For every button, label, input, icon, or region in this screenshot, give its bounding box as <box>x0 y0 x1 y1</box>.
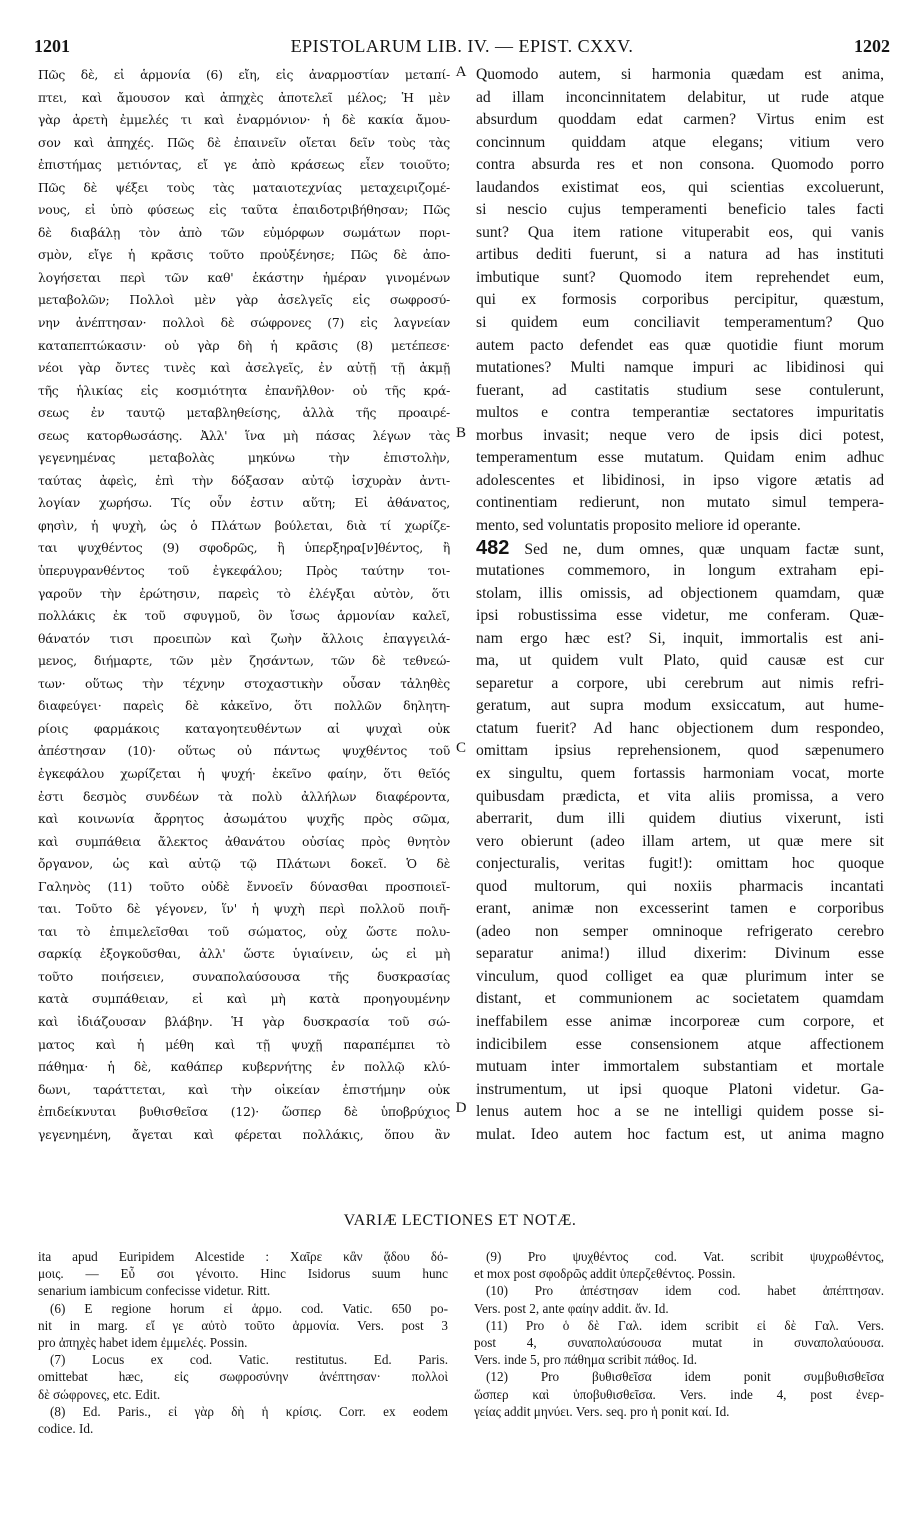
latin-text-line: quod multorum, qui noxiis pharmacis incantati <box>476 877 884 895</box>
margin-marker-d: D <box>455 1100 467 1116</box>
notes-heading: VARIÆ LECTIONES ET NOTÆ. <box>343 1212 577 1229</box>
greek-text-line: γεγενημένας μεταβολὰς μηκύνω τὴν ἐπιστολὴν, <box>38 450 450 466</box>
note-line: pro ἀπηχὲς habet idem ἐμμελές. Possin. <box>38 1334 248 1350</box>
note-line: et mox post σφοδρῶς addit ὑπερζεθέντος. Possin. <box>474 1266 736 1282</box>
note-line: post 4, συναπολαύσουσα mutat in συναπολαύουσα. <box>474 1334 884 1350</box>
greek-text-line: λογίαν χωρήσω. Τίς οὖν ἐστιν αὕτη; Εἰ ἀθάνατος, <box>38 495 450 511</box>
latin-text-line: distant, et communionem ac societatem quamdam <box>476 990 884 1008</box>
greek-text-line: νέοι γὰρ ὄντες τινὲς καὶ ἀσελγεῖς, ἐν αὐτῇ τῇ ἀκμῇ <box>38 360 450 376</box>
latin-text-line: absurdum quoddam edat carmen? Virtus enim est <box>476 111 884 129</box>
greek-text-line: ὑπερυγρανθέντος τοῦ ἐγκεφάλου; Πρὸς ταύτην τοι- <box>38 563 450 579</box>
greek-text-line: θάνατόν τισι προειπὼν καὶ ζωὴν ἄλλοις ἐπαγγειλά- <box>38 630 450 646</box>
latin-text-line: erant, animæ non excesserint tamen e corporibus <box>476 900 884 918</box>
latin-text-line: ipsi robustissima esse videtur, me conferam. Quæ- <box>476 607 884 625</box>
note-line: Vers. post 2, ante φαίην addit. ἄν. Id. <box>474 1300 669 1316</box>
note-line: ita apud Euripidem Alcestide : Χαῖρε κἂν ᾅδου δό- <box>38 1249 448 1264</box>
greek-text-line: καταπεπτώκασιν· οὐ γὰρ δὴ ἡ κρᾶσις (8) μετέπεσε· <box>38 337 450 353</box>
greek-text-line: τῆς ἡλικίας εἰς κοσμιότητα ἐπανῆλθον· οὐ τῆς κρά- <box>38 382 450 398</box>
latin-text-line: instrumentum, ut ipsi quoque Platoni videtur. Ga- <box>476 1080 884 1098</box>
greek-text-line: σεως κατορθωσάσης. Ἀλλ' ἵνα μὴ πάσας λέγων τὰς <box>38 427 450 443</box>
notes-right-column <box>474 1248 884 1420</box>
latin-text-line: laudandos existimat eos, qui scientias excoluerunt, <box>476 178 884 196</box>
latin-text-line: multos e contra temperantiæ sectatores impuritatis <box>476 404 884 422</box>
latin-text-line: autem pacto defendet eas quæ quotidie fiunt morum <box>476 336 884 354</box>
latin-text-line: mutuam inter immortalem substantiam et mortale <box>476 1058 884 1076</box>
greek-text-line: Γαληνὸς (11) τοῦτο οὐδὲ ἔννοεῖν δύνασθαι προσποιεῖ- <box>38 878 450 894</box>
latin-text-line: separetur a corpore, ubi cerebrum aut nimis refri- <box>476 674 884 692</box>
page-number-right: 1202 <box>854 36 890 56</box>
notes-left-column <box>38 1248 448 1437</box>
latin-text-line: geratum, aut supra modum exsiccatum, aut hume- <box>476 697 884 715</box>
latin-text-line: quibusdam prædicta, et vita aliis promissa, a vero <box>476 787 884 805</box>
greek-text-line: μενος, διήμαρτε, τῶν μὲν ζησάντων, τῶν δὲ τεθνεώ- <box>38 653 450 669</box>
latin-text-line: fuerant, ad castitatis studium sese contulerunt, <box>476 381 884 399</box>
greek-text-line: σεως ἐν ταυτῷ μεταβληθείσης, ἀλλὰ τῆς προαιρέ- <box>38 405 450 421</box>
latin-text-line: morbus invasit; neque vero de ipsis dici potest, <box>476 426 884 444</box>
greek-text-line: τοῦτο ποιήσειεν, συναπολαύσουσα τῆς δυσκρασίας <box>38 968 450 984</box>
latin-text-line: imbutique sunt? Quomodo item reprehendet eum, <box>476 268 884 286</box>
latin-text-line: vinculum, quod colliget ea quæ plurimum inter se <box>476 967 884 985</box>
greek-text-line: ται. Τοῦτο δὲ γέγονεν, ἵν' ἡ ψυχὴ περὶ πολλοῦ ποιῆ- <box>38 901 450 917</box>
latin-text-line: sunt? Qua item ratione vituperabit eos, qui vanis <box>476 223 884 241</box>
greek-text-line: ται τὸ ἐπιμελεῖσθαι τοῦ σώματος, οὐχ ὥστε πολυ- <box>38 923 450 939</box>
greek-text-line: ἐστι δεσμὸς συνδέων τὰ πολὺ ἀλλήλων διαφέροντα, <box>38 788 450 804</box>
note-line: (8) Ed. Paris., εἰ γὰρ δὴ ἡ κρίσις. Corr. ex eodem <box>50 1403 448 1419</box>
greek-text-line: κατὰ συμπάθειαν, εἰ καὶ μὴ κατὰ προηγουμένην <box>38 991 450 1007</box>
running-title: EPISTOLARUM LIB. IV. — EPIST. CXXV. <box>290 36 634 56</box>
greek-text-line: γεγενημένη, ἄγεται καὶ φέρεται πολλάκις, ὅπου ἂν <box>38 1126 450 1142</box>
greek-text-column <box>38 64 450 1146</box>
latin-text-line: ma, ut quidem vult Plato, quid causæ est cur <box>476 652 884 670</box>
greek-text-line: των· οὕτως τὴν τέχνην στοχαστικὴν οὖσαν τἀληθὲς <box>38 675 450 691</box>
greek-text-line: πολλάκις ἐκ τοῦ σφυγμοῦ, ὃν ἴσως ἁρμονίαν καλεῖ, <box>38 608 450 624</box>
greek-text-line: γὰρ ἀρετὴ ἐμμελές τι καὶ ἐναρμόνιον· ἡ δὲ κακία ἄμου- <box>38 112 450 128</box>
running-header <box>34 36 890 62</box>
note-line: (10) Pro ἀπέστησαν idem cod. habet ἀπέπτησαν. <box>486 1283 884 1299</box>
latin-text-line: temperamentum esse mutatum. Quidam enim adhuc <box>476 449 884 467</box>
greek-text-line: καὶ κοινωνία ἄρρητος ἀσωμάτου ψυχῆς πρὸς σῶμα, <box>38 811 450 827</box>
greek-text-line: ρίοις φαρμάκοις καταγοητευθέντων αἱ ψυχαὶ οὐκ <box>38 720 450 736</box>
greek-text-line: ἐγκεφάλου χωρίζεται ἡ ψυχή· ἐκεῖνο φαίην, ὅτι θεῖός <box>38 765 450 781</box>
latin-text-line: separatur anima!) illud dixerim: Divinum esse <box>476 945 884 963</box>
greek-text-line: δὲ διαβάλῃ τὸν ἀπὸ τῶν εὐμόρφων σωμάτων πορι- <box>38 224 450 240</box>
greek-text-line: ἀπέστησαν (10)· οὕτως οὐ πάντως ψυχθέντος τοῦ <box>38 743 450 759</box>
note-line: μοις. — Εὖ σοι γένοιτο. Hinc Isidorus suum hunc <box>38 1266 448 1282</box>
margin-marker-a: A <box>455 64 467 80</box>
latin-text-line: ex singultu, quem fortassis harmoniam vocat, morte <box>476 764 884 782</box>
greek-text-line: ἐπιδείκνυται βυθισθεῖσα (12)· ὥσπερ δὲ ὑποβρύχιος <box>38 1104 450 1120</box>
note-line: (12) Pro βυθισθεῖσα idem ponit συμβυθισθεῖσα <box>486 1369 884 1385</box>
latin-text-line: mutationes? Multi namque impuri ac libidinosi qui <box>476 359 884 377</box>
greek-text-line: Πῶς δὲ ψέξει τοὺς τὰς ματαιοτεχνίας μεταχειριζομέ- <box>38 179 450 195</box>
column-number: 482 <box>476 537 510 560</box>
latin-text-line: (adeo non semper omninoque refrigerato cerebro <box>476 922 884 940</box>
latin-text-line: mento, sed voluntatis proposito meliore id operante. <box>476 516 801 534</box>
latin-text-line: mutationes commemoro, in longum extraham epi- <box>476 562 884 580</box>
greek-text-line: διαφεύγει· παρεὶς δὲ κἀκεῖνο, ὅτι πολλῶν δηλητη- <box>38 698 450 714</box>
latin-text-line: contra absurda res et non consona. Quomodo porro <box>476 156 884 174</box>
latin-text-segment: Sed ne, dum omnes, quæ unquam factæ sunt, <box>524 541 884 559</box>
greek-text-line: γαροῦν τὴν ἐρώτησιν, παρεὶς τὸ ἐλέγξαι αὐτὸν, ὅτι <box>38 585 450 601</box>
greek-text-line: ταύτας ἀφεὶς, ἐπὶ τὴν δόξασαν αὐτῷ ἰσχυρὰν ἀντι- <box>38 472 450 488</box>
latin-text-line: conjecturalis, veritas fugit!): omittam hoc quoque <box>476 855 884 873</box>
greek-text-line: μεταβολῶν; Πολλοὶ μὲν γὰρ ἀσελγεῖς εἰς σωφροσύ- <box>38 292 450 308</box>
latin-text-line: si nescio cujus temperamenti beneficio tales facti <box>476 201 884 219</box>
note-line: (9) Pro ψυχθέντος cod. Vat. scribit ψυχρωθέντος, <box>486 1249 884 1264</box>
greek-text-line: καὶ συμπάθεια ἄλεκτος ἀθανάτου οὐσίας πρὸς θνητὸν <box>38 833 450 849</box>
note-line: (7) Locus ex cod. Vatic. restitutus. Ed. Paris. <box>50 1352 448 1368</box>
latin-text-column <box>476 64 884 1146</box>
greek-text-line: σμὸν, εἴγε ἡ κρᾶσις τοῦτο προὐξένησε; Πῶς δὲ ἀπο- <box>38 247 450 263</box>
page-number-left: 1201 <box>34 36 70 56</box>
greek-text-line: ὄργανον, ὡς καὶ αὐτῷ τῷ Πλάτωνι δοκεῖ. Ὁ δὲ <box>38 856 450 872</box>
greek-text-line: δωνι, ταράττεται, καὶ τὴν οἰκείαν ἐπιστήμην οὐκ <box>38 1081 450 1097</box>
note-line: δὲ σώφρονες, etc. Edit. <box>38 1386 161 1402</box>
note-line: nit in marg. εἴ γε αὐτὸ τοῦτο ἁρμονία. Vers. post 3 <box>38 1317 448 1333</box>
greek-text-line: σαρκίᾳ ἐξογκοῦσθαι, ἀλλ' ὥστε ὑγιαίνειν, ὡς εἰ μὴ <box>38 946 450 962</box>
greek-text-line: Πῶς δὲ, εἰ ἁρμονία (6) εἴη, εἰς ἀναρμοστίαν μεταπί- <box>38 67 450 82</box>
latin-text-line: mulat. Ideo autem hoc factum est, ut anima magno <box>476 1125 884 1143</box>
greek-text-line: πτει, καὶ ἄμουσον καὶ ἀπηχὲς ἀποτελεῖ μέλος; Ἡ μὲν <box>38 89 450 105</box>
note-line: (11) Pro ὁ δὲ Γαλ. idem scribit εἰ δὲ Γαλ. Vers. <box>486 1317 884 1333</box>
latin-text-line: artibus dediti fuerunt, si a natura ad has instituti <box>476 246 884 264</box>
greek-text-line: νους, εἰ ὑπὸ φύσεως εἰς ταῦτα ἐπαιδοτριβήθησαν; Πῶς <box>38 202 450 218</box>
greek-text-line: φησὶν, ἡ ψυχὴ, ὡς ὁ Πλάτων βούλεται, διὰ τί χωρίζε- <box>38 517 450 533</box>
note-line: codice. Id. <box>38 1420 94 1436</box>
greek-text-line: ἐπιστήμας μετιόντας, εἴ γε ἀπὸ κράσεως εἶεν τοιοῦτο; <box>38 157 450 173</box>
note-line: ὥσπερ καὶ ὑποβυθισθεῖσα. Vers. inde 4, post ἐνερ- <box>474 1386 884 1402</box>
latin-text-line: adolescentes et libidinosi, in ipso vigore ætatis ad <box>476 471 884 489</box>
latin-text-line: continentiam redierunt, non mutato simul tempera- <box>476 494 884 512</box>
note-line: γείας addit μηνύει. Vers. seq. pro ἡ ponit καί. Id. <box>474 1403 730 1419</box>
latin-text-line <box>476 537 884 560</box>
margin-marker-b: B <box>455 425 466 441</box>
note-line: Vers. inde 5, pro πάθημα scribit πάθος. Id. <box>474 1352 697 1368</box>
greek-text-line: σον καὶ ἀπηχές. Πῶς δὲ ἐπαινεῖν οἴεται δεῖν τοὺς τὰς <box>38 134 450 150</box>
greek-text-line: ται ψυχθέντος (9) σφοδρῶς, ἢ ὑπερξηρα[ν]θέντος, ἢ <box>38 540 450 556</box>
latin-text-line: ineffabilem esse animæ incorporeæ cum corpore, et <box>476 1012 884 1030</box>
greek-text-line: ματος καὶ ἡ μέθη καὶ τῇ ψυχῇ παραπέμπει τὸ <box>38 1036 450 1052</box>
latin-text-line: stolam, illis omissis, ad objectionem quamdam, quæ <box>476 584 884 602</box>
note-line: senarium iambicum confecisse videtur. Ritt. <box>38 1283 271 1299</box>
greek-text-line: πάθημα· ἡ δὲ, καθάπερ κυβερνήτης ἐν πολλῷ κλύ- <box>38 1059 450 1075</box>
latin-text-line: ad illam inconcinnitatem delabitur, ut rude atque <box>476 88 884 106</box>
latin-text-line: qui ex formosis corporibus percipitur, quæstum, <box>476 291 884 309</box>
margin-marker-c: C <box>455 740 466 756</box>
note-line: omittebat hæc, εἰς σωφροσύνην ἀνέπτησαν· πολλοὶ <box>38 1369 448 1385</box>
greek-text-line: νην ἀνέπτησαν· πολλοὶ δὲ σώφρονες (7) εἰς λαγνείαν <box>38 315 450 331</box>
note-line: (6) E regione horum εἰ ἁρμο. cod. Vatic. 650 po- <box>50 1300 448 1316</box>
greek-text-line: λογήσεται περὶ τῶν καθ' ἑκάστην ἡμέραν γινομένων <box>38 269 450 285</box>
latin-text-line: nam ergo hæc est? Si, inquit, immortalis est ani- <box>476 629 884 647</box>
latin-text-line: indicibilem esse consensionem atque affectionem <box>476 1035 884 1053</box>
latin-text-line: lenus autem hoc a se ne intelligi quidem posse si- <box>476 1103 884 1121</box>
latin-text-line: concinnum quiddam atque elegans; vitium vero <box>476 133 884 151</box>
latin-text-line: aberrarit, dum illi quidem diutius vixerunt, isti <box>476 810 884 828</box>
latin-text-line: ctatum fuerit? Ad hanc objectionem dum respondeo, <box>476 719 884 737</box>
greek-text-line: καὶ ἰδιάζουσαν βλάβην. Ἡ γὰρ δυσκρασία τοῦ σώ- <box>38 1013 450 1029</box>
latin-text-line: vero obierunt (adeo illam artem, ut quæ mere sit <box>476 832 884 850</box>
latin-text-line: si quidem eum conciliavit temperamentum? Quo <box>476 314 884 332</box>
latin-text-line: Quomodo autem, si harmonia quædam est anima, <box>476 66 884 83</box>
latin-text-line: omittam ipsius reprehensionem, quod sæpenumero <box>476 742 884 760</box>
